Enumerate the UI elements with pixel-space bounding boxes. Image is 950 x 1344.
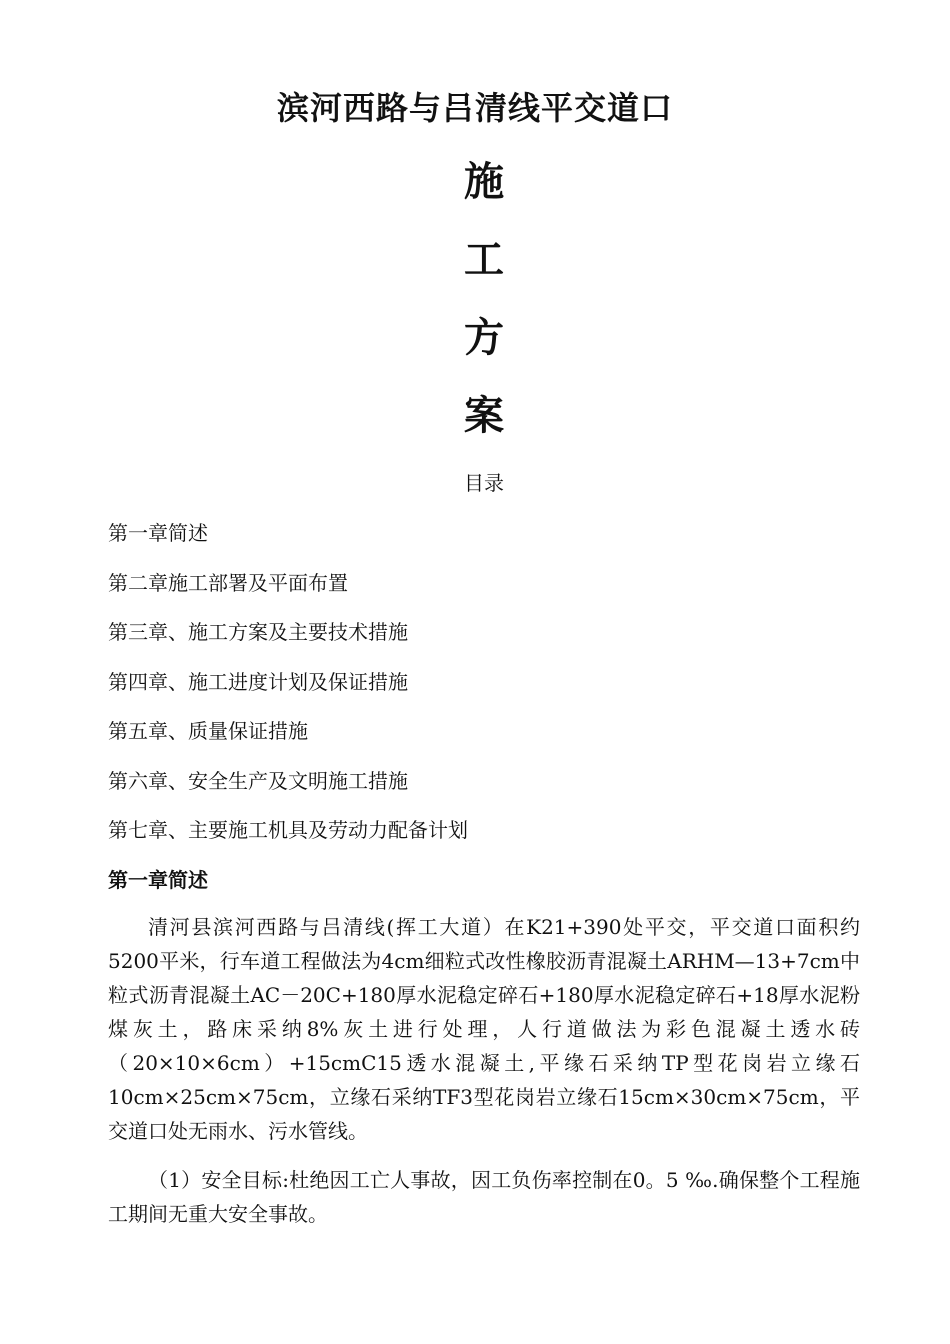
cover-char-1: 施 — [464, 158, 504, 205]
document-title: 滨河西路与吕清线平交道口 — [276, 89, 673, 127]
toc-item-chapter-1[interactable]: 第一章简述 — [108, 521, 208, 545]
cover-char-2: 工 — [464, 236, 504, 283]
toc-item-chapter-6[interactable]: 第六章、安全生产及文明施工措施 — [108, 768, 408, 793]
toc-item-chapter-3[interactable]: 第三章、施工方案及主要技术措施 — [108, 620, 408, 644]
toc-item-chapter-7[interactable]: 第七章、主要施工机具及劳动力配备计划 — [108, 818, 468, 842]
toc-item-chapter-2[interactable]: 第二章施工部署及平面布置 — [108, 570, 348, 595]
toc-heading: 目录 — [464, 471, 504, 495]
section-heading-chapter-1: 第一章简述 — [108, 868, 208, 892]
cover-char-3: 方 — [464, 314, 504, 361]
body-paragraph-overview: 清河县滨河西路与吕清线(挥工大道）在K21+390处平交，平交道口面积约5200平米，行车道工程做法为4cm细粒式改性橡胶沥青混凝土ARHM—13+7cm中粒式沥青混凝土AC－20C+180厚水泥稳定碎石+180厚水泥稳定碎石+18厚水泥粉煤灰土，路床采纳8%灰土进行处理，人行道做法为彩色混凝土透水砖（20×10×6cm）+15cmC15透水混凝土,平缘石采纳TP型花岗岩立缘石10cm×25cm×75cm，立缘石采纳TF3型花岗岩立缘石15cm×30cm×75cm，平交道口处无雨水、污水管线。 — [108, 915, 860, 1143]
toc-item-chapter-4[interactable]: 第四章、施工进度计划及保证措施 — [108, 669, 408, 694]
body-paragraph-safety-goal: （1）安全目标:杜绝因工亡人事故，因工负伤率控制在0。5 ‰.确保整个工程施工期间无重大安全事故。 — [108, 1168, 860, 1226]
table-of-contents — [108, 518, 868, 865]
toc-item-chapter-5[interactable]: 第五章、质量保证措施 — [108, 719, 308, 743]
cover-char-4: 案 — [464, 392, 504, 439]
